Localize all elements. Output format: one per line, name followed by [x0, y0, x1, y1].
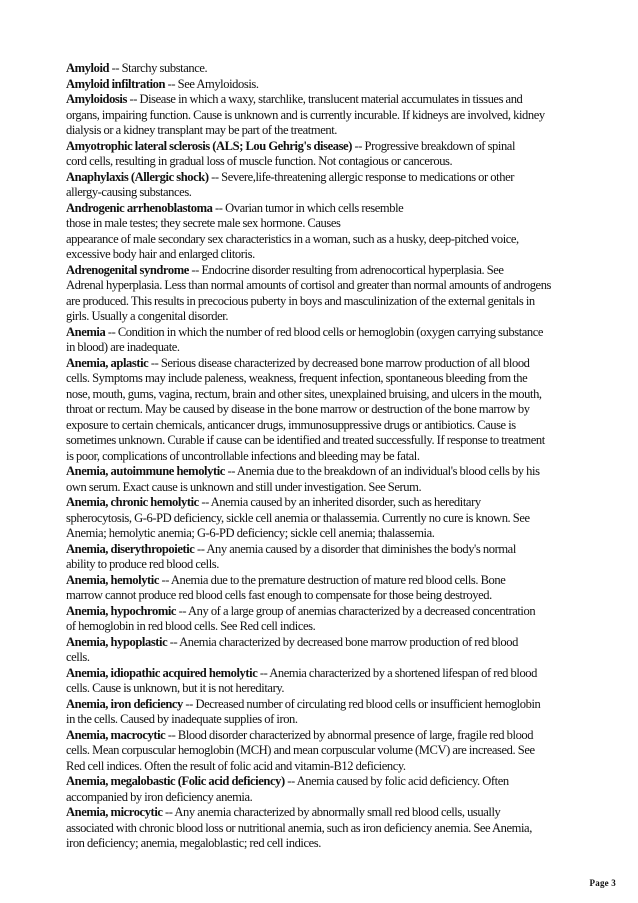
entry-definition: marrow cannot produce red blood cells fast enough to compensate for those being destroyed.	[66, 588, 492, 602]
entry-definition: spherocytosis, G-6-PD deficiency, sickle cell anemia or thalassemia. Currently no cure is known. See	[66, 510, 530, 525]
entry-line	[66, 77, 578, 93]
entry-line	[66, 340, 578, 356]
entry-definition: throat or rectum. May be caused by disease in the bone marrow or destruction of the bone marrow by	[66, 402, 530, 416]
glossary-entry	[66, 201, 578, 263]
entry-term: Amyloid infiltration	[66, 76, 166, 91]
entry-definition: cells. Cause is unknown, but it is not hereditary.	[66, 681, 285, 695]
entry-line	[66, 108, 578, 124]
entry-term: Anemia, megalobastic (Folic acid deficiency)	[66, 774, 285, 788]
entry-definition: -- Starchy substance.	[109, 61, 208, 75]
entry-line	[66, 495, 578, 511]
entry-line	[66, 557, 578, 573]
entry-line	[66, 356, 578, 372]
entry-definition: accompanied by iron deficiency anemia.	[66, 789, 253, 804]
entry-definition: cord cells, resulting in gradual loss of muscle function. Not contagious or cancerous.	[66, 154, 453, 168]
entry-line	[66, 728, 578, 744]
entry-line	[66, 216, 578, 232]
entry-line	[66, 774, 578, 790]
entry-term: Anemia, autoimmune hemolytic	[66, 464, 225, 478]
entry-line	[66, 61, 578, 77]
glossary-entry	[66, 542, 578, 573]
page-number: Page 3	[589, 878, 616, 888]
glossary-entries	[66, 61, 578, 852]
entry-line	[66, 325, 578, 341]
entry-line	[66, 309, 578, 325]
glossary-entry	[66, 92, 578, 139]
entry-line	[66, 170, 578, 186]
glossary-entry	[66, 495, 578, 542]
entry-definition: Red cell indices. Often the result of folic acid and vitamin-B12 deficiency.	[66, 758, 406, 773]
entry-definition: -- Anemia due to the premature destruction of mature red blood cells. Bone	[159, 572, 506, 587]
glossary-entry	[66, 263, 578, 325]
entry-definition: organs, impairing function. Cause is unknown and is currently incurable. If kidneys are involved, kidney	[66, 107, 545, 122]
entry-term: Anemia, hypoplastic	[66, 634, 168, 649]
entry-line	[66, 387, 578, 403]
entry-line	[66, 480, 578, 496]
entry-line	[66, 821, 578, 837]
entry-term: Adrenogenital syndrome	[66, 262, 189, 277]
glossary-entry	[66, 635, 578, 666]
entry-line	[66, 92, 578, 108]
entry-line	[66, 123, 578, 139]
glossary-entry	[66, 573, 578, 604]
entry-line	[66, 650, 578, 666]
entry-line	[66, 263, 578, 279]
glossary-entry	[66, 170, 578, 201]
entry-definition: in blood) are inadequate.	[66, 340, 180, 354]
entry-definition: -- Endocrine disorder resulting from adrenocortical hyperplasia. See	[188, 262, 504, 277]
entry-line	[66, 542, 578, 558]
entry-definition: exposure to certain chemicals, anticancer drugs, immunosuppressive drugs or antibiotics. Cause is	[66, 417, 516, 432]
entry-definition: Adrenal hyperplasia. Less than normal amounts of cortisol and greater than normal amounts of androgens	[66, 278, 552, 292]
entry-definition: those in male testes; they secrete male sex hormone. Causes	[66, 216, 341, 230]
glossary-entry	[66, 61, 578, 77]
entry-definition: -- Progressive breakdown of spinal	[351, 138, 516, 153]
entry-term: Amyotrophic lateral sclerosis (ALS; Lou Gehrig's disease)	[66, 138, 352, 153]
entry-definition: dialysis or a kidney transplant may be part of the treatment.	[66, 123, 337, 137]
entry-definition: is poor, complications of uncontrollable infections and bleeding may be fatal.	[66, 448, 420, 463]
entry-term: Anemia, iron deficiency	[66, 696, 183, 711]
glossary-entry	[66, 325, 578, 356]
entry-line	[66, 573, 578, 589]
entry-term: Androgenic arrhenoblastoma	[66, 200, 213, 215]
entry-term: Anemia, microcytic	[66, 805, 163, 819]
entry-definition: -- Anemia caused by an inherited disorder, such as hereditary	[198, 495, 481, 509]
entry-line	[66, 836, 578, 852]
entry-term: Amyloidosis	[66, 92, 127, 106]
entry-definition: are produced. This results in precocious puberty in boys and masculinization of the external genitals in	[66, 293, 535, 308]
entry-term: Anemia, idiopathic acquired hemolytic	[66, 665, 258, 680]
entry-term: Anemia, diserythropoietic	[66, 541, 195, 556]
glossary-entry	[66, 666, 578, 697]
entry-definition: iron deficiency; anemia, megaloblastic; red cell indices.	[66, 836, 321, 850]
entry-term: Anemia, macrocytic	[66, 727, 166, 742]
entry-definition: -- Anemia caused by folic acid deficiency. Often	[284, 774, 509, 788]
entry-definition: girls. Usually a congenital disorder.	[66, 309, 229, 323]
entry-line	[66, 371, 578, 387]
entry-line	[66, 635, 578, 651]
entry-definition: -- Ovarian tumor in which cells resemble	[212, 200, 404, 215]
entry-definition: own serum. Exact cause is unknown and still under investigation. See Serum.	[66, 479, 422, 494]
entry-line	[66, 681, 578, 697]
entry-line	[66, 201, 578, 217]
entry-definition: in the cells. Caused by inadequate supplies of iron.	[66, 712, 298, 726]
glossary-entry	[66, 77, 578, 93]
entry-line	[66, 666, 578, 682]
entry-definition: nose, mouth, gums, vagina, rectum, brain and other sites, unexplained bruising, and ulcers in the mouth,	[66, 386, 542, 401]
entry-definition: Anemia; hemolytic anemia; G-6-PD deficiency; sickle cell anemia; thalassemia.	[66, 526, 435, 540]
entry-definition: appearance of male secondary sex characteristics in a woman, such as a husky, deep-pitched voice,	[66, 231, 519, 246]
glossary-entry	[66, 356, 578, 465]
glossary-entry	[66, 774, 578, 805]
entry-line	[66, 604, 578, 620]
entry-line	[66, 464, 578, 480]
entry-definition: -- Anemia characterized by decreased bone marrow production of red blood	[167, 634, 518, 649]
entry-term: Anemia, aplastic	[66, 355, 149, 370]
entry-line	[66, 449, 578, 465]
entry-line	[66, 805, 578, 821]
entry-line	[66, 139, 578, 155]
entry-line	[66, 588, 578, 604]
entry-term: Anemia, chronic hemolytic	[66, 495, 199, 509]
entry-definition: -- Anemia due to the breakdown of an individual's blood cells by his	[224, 464, 540, 478]
entry-definition: -- Condition in which the number of red blood cells or hemoglobin (oxygen carrying substance	[105, 324, 544, 339]
entry-definition: excessive body hair and enlarged clitoris.	[66, 247, 255, 261]
entry-definition: of hemoglobin in red blood cells. See Red cell indices.	[66, 619, 316, 633]
entry-line	[66, 278, 578, 294]
glossary-entry	[66, 464, 578, 495]
entry-line	[66, 154, 578, 170]
entry-definition: -- Anemia characterized by a shortened lifespan of red blood	[257, 665, 538, 680]
entry-line	[66, 697, 578, 713]
entry-line	[66, 418, 578, 434]
entry-definition: associated with chronic blood loss or nutritional anemia, such as iron deficiency anemia. See Anemia,	[66, 820, 532, 835]
entry-line	[66, 511, 578, 527]
entry-definition: sometimes unknown. Curable if cause can be identified and treated successfully. If response to treatment	[66, 433, 545, 447]
entry-line	[66, 185, 578, 201]
entry-definition: -- Any of a large group of anemias characterized by a decreased concentration	[176, 603, 536, 618]
entry-definition: -- Disease in which a waxy, starchlike, translucent material accumulates in tissues and	[126, 92, 523, 106]
entry-definition: allergy-causing substances.	[66, 185, 192, 199]
entry-definition: -- Blood disorder characterized by abnormal presence of large, fragile red blood	[165, 727, 534, 742]
entry-line	[66, 247, 578, 263]
entry-line	[66, 743, 578, 759]
entry-definition: cells. Symptoms may include paleness, weakness, frequent infection, spontaneous bleeding from the	[66, 371, 528, 385]
entry-term: Anemia	[66, 324, 106, 339]
entry-line	[66, 619, 578, 635]
entry-term: Anaphylaxis (Allergic shock)	[66, 169, 209, 184]
entry-line	[66, 402, 578, 418]
entry-line	[66, 232, 578, 248]
glossary-entry	[66, 697, 578, 728]
entry-definition: -- Severe,life-threatening allergic response to medications or other	[208, 169, 514, 184]
entry-definition: -- Any anemia caused by a disorder that diminishes the body's normal	[194, 541, 516, 556]
entry-definition: -- See Amyloidosis.	[165, 76, 259, 91]
entry-line	[66, 433, 578, 449]
entry-line	[66, 526, 578, 542]
glossary-entry	[66, 805, 578, 852]
entry-definition: cells.	[66, 650, 90, 664]
entry-definition: -- Serious disease characterized by decreased bone marrow production of all blood	[148, 355, 530, 370]
glossary-entry	[66, 139, 578, 170]
entry-term: Anemia, hypochromic	[66, 603, 177, 618]
entry-term: Anemia, hemolytic	[66, 572, 160, 587]
entry-line	[66, 759, 578, 775]
entry-line	[66, 712, 578, 728]
entry-definition: ability to produce red blood cells.	[66, 557, 219, 571]
entry-definition: cells. Mean corpuscular hemoglobin (MCH) and mean corpuscular volume (MCV) are increased. See	[66, 743, 535, 757]
entry-line	[66, 790, 578, 806]
entry-line	[66, 294, 578, 310]
glossary-entry	[66, 728, 578, 775]
entry-term: Amyloid	[66, 61, 110, 75]
entry-definition: -- Any anemia characterized by abnormally small red blood cells, usually	[162, 805, 501, 819]
glossary-entry	[66, 604, 578, 635]
entry-definition: -- Decreased number of circulating red blood cells or insufficient hemoglobin	[182, 696, 541, 711]
